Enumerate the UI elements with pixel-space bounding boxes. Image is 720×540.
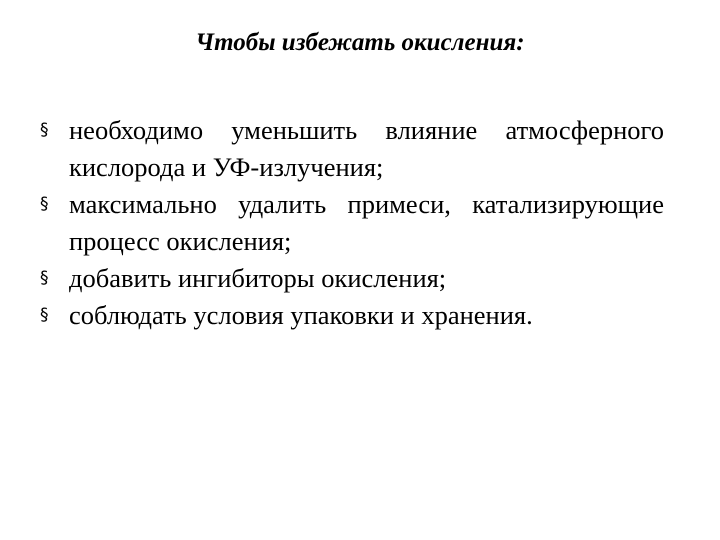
bullet-text: соблюдать условия упаковки и хранения. (69, 300, 533, 330)
bullet-marker-icon: § (40, 268, 49, 288)
bullet-marker-icon: § (40, 120, 49, 140)
bullet-marker-icon: § (40, 194, 49, 214)
bullet-list (40, 112, 664, 334)
bullet-text: необходимо уменьшить влияние атмосферного кислорода и УФ-излучения; (69, 115, 664, 182)
bullet-item (40, 297, 664, 334)
bullet-text: добавить ингибиторы окисления; (69, 263, 447, 293)
slide-title: Чтобы избежать окисления: (195, 29, 525, 56)
bullet-item (40, 260, 664, 297)
bullet-marker-icon: § (40, 305, 49, 325)
bullet-item (40, 186, 664, 260)
bullet-item (40, 112, 664, 186)
bullet-text: максимально удалить примеси, катализирующие процесс окисления; (69, 189, 664, 256)
